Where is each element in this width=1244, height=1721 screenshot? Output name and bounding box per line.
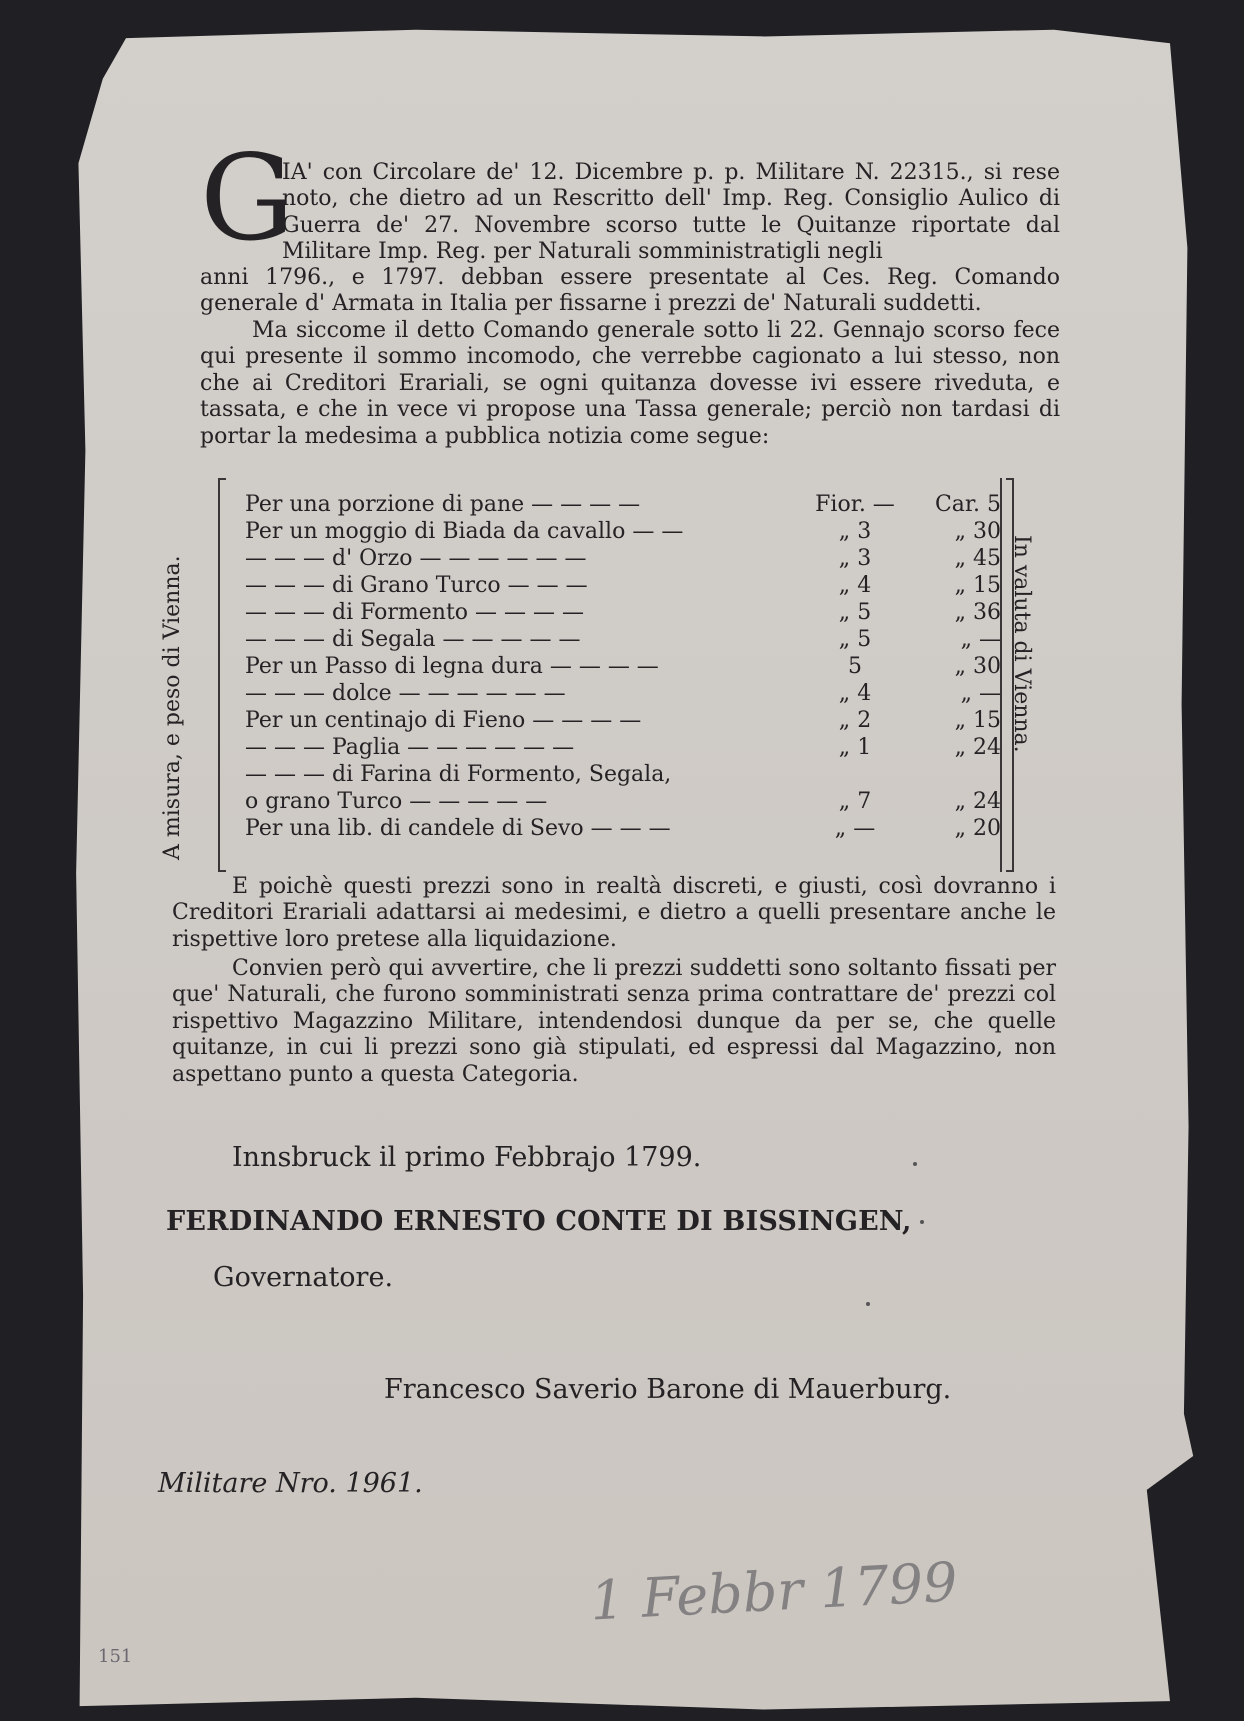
table-row xyxy=(245,735,1005,762)
row-carantani: „ 15 xyxy=(954,708,1001,733)
table-row xyxy=(245,600,1005,627)
row-fiorini: „ 3 xyxy=(838,546,872,571)
row-item: — — — di Formento — — — — xyxy=(245,600,585,625)
row-item: — — — Paglia — — — — — — xyxy=(245,735,575,760)
row-carantani: „ 30 xyxy=(954,654,1001,679)
table-row xyxy=(245,492,1005,519)
reference-number: Militare Nro. 1961. xyxy=(158,1468,423,1499)
row-item: — — — di Grano Turco — — — xyxy=(245,573,588,598)
ink-speck xyxy=(913,1162,917,1166)
table-row xyxy=(245,573,1005,600)
pencil-mark: 151 xyxy=(98,1646,133,1667)
paragraph-fair-prices: E poichè questi prezzi sono in realtà discreti, e giusti, così dovranno i Creditori Erariali adattarsi ai medesimi, e dietro a quelli presentare anche le rispettive loro pretese alla liquidazione. xyxy=(172,874,1056,952)
row-fiorini: „ 5 xyxy=(838,600,872,625)
table-row xyxy=(245,546,1005,573)
row-item: Per un moggio di Biada da cavallo — — xyxy=(245,519,684,544)
row-carantani: „ 20 xyxy=(954,816,1001,841)
row-carantani: „ 24 xyxy=(954,789,1001,814)
paragraph-intro: IA' con Circolare de' 12. Dicembre p. p. Militare N. 22315., si rese noto, che dietro ad un Rescritto dell' Imp. Reg. Consiglio Aulico di Guerra de' 27. Novembre scorso tutte le Quitanze riportate dal Militare Imp. Reg. per Naturali somministratigli negli xyxy=(282,160,1060,265)
row-fiorini: „ 5 xyxy=(838,627,872,652)
row-carantani: „ 45 xyxy=(954,546,1001,571)
side-label-measure: A misura, e peso di Vienna. xyxy=(160,555,185,860)
place-date: Innsbruck il primo Febbrajo 1799. xyxy=(232,1142,702,1173)
row-item: o grano Turco — — — — — xyxy=(245,789,548,814)
table-row xyxy=(245,762,1005,789)
row-carantani: „ 15 xyxy=(954,573,1001,598)
table-row xyxy=(245,627,1005,654)
row-item: — — — d' Orzo — — — — — — xyxy=(245,546,587,571)
row-fiorini: „ 4 xyxy=(838,573,872,598)
row-carantani: „ 30 xyxy=(954,519,1001,544)
table-row xyxy=(245,519,1005,546)
row-fiorini: „ 7 xyxy=(838,789,872,814)
paragraph-tax-notice: Ma siccome il detto Comando generale sotto li 22. Gennajo scorso fece qui presente il sommo incomodo, che verrebbe cagionato a lui stesso, non che ai Creditori Erariali, se ogni quitanza dovesse ivi essere riveduta, e tassata, e che in vece vi propose una Tassa generale; perciò non tardasi di portar la medesima a pubblica notizia come segue: xyxy=(200,318,1060,449)
handwritten-date: 1 Febbr 1799 xyxy=(588,1550,959,1633)
row-fiorini: 5 xyxy=(848,654,862,679)
table-row xyxy=(245,681,1005,708)
signatory-title: Governatore. xyxy=(213,1262,394,1293)
table-row xyxy=(245,708,1005,735)
left-bracket xyxy=(218,478,226,872)
signatory-name: FERDINANDO ERNESTO CONTE DI BISSINGEN, xyxy=(166,1206,912,1237)
row-fiorini: „ 3 xyxy=(838,519,872,544)
paragraph-intro-continued: anni 1796., e 1797. debban essere presentate al Ces. Reg. Comando generale d' Armata in Italia per fissarne i prezzi de' Naturali suddetti. xyxy=(200,265,1060,317)
row-fiorini: Fior. — xyxy=(815,492,895,517)
ink-speck xyxy=(866,1302,870,1306)
row-item: Per una lib. di candele di Sevo — — — xyxy=(245,816,671,841)
row-item: Per una porzione di pane — — — — xyxy=(245,492,641,517)
row-fiorini: „ 2 xyxy=(838,708,872,733)
row-item: — — — di Farina di Formento, Segala, xyxy=(245,762,672,787)
row-fiorini: „ 1 xyxy=(838,735,872,760)
row-item: Per un centinajo di Fieno — — — — xyxy=(245,708,642,733)
cosignatory-name: Francesco Saverio Barone di Mauerburg. xyxy=(384,1374,952,1405)
drop-cap: G xyxy=(200,129,295,267)
row-item: — — — di Segala — — — — — xyxy=(245,627,581,652)
ink-speck xyxy=(920,1220,924,1224)
row-carantani: „ — xyxy=(960,627,1001,652)
row-carantani: „ 36 xyxy=(954,600,1001,625)
row-fiorini: „ 4 xyxy=(838,681,872,706)
paragraph-warning: Convien però qui avvertire, che li prezzi suddetti sono soltanto fissati per que' Naturali, che furono somministrati senza prima contrattare de' prezzi col rispettivo Magazzino Militare, intendendosi dunque da per se, che quelle quitanze, in cui li prezzi sono già stipulati, ed espressi dal Magazzino, non aspettano punto a questa Categoria. xyxy=(172,956,1056,1087)
side-label-currency: In valuta di Vienna. xyxy=(1009,535,1034,753)
table-row xyxy=(245,789,1005,816)
row-carantani: „ 24 xyxy=(954,735,1001,760)
row-carantani: „ — xyxy=(960,681,1001,706)
row-item: — — — dolce — — — — — — xyxy=(245,681,566,706)
row-fiorini: „ — xyxy=(834,816,876,841)
row-carantani: Car. 5 xyxy=(934,492,1001,517)
table-row xyxy=(245,816,1005,843)
row-item: Per un Passo di legna dura — — — — xyxy=(245,654,659,679)
table-row xyxy=(245,654,1005,681)
